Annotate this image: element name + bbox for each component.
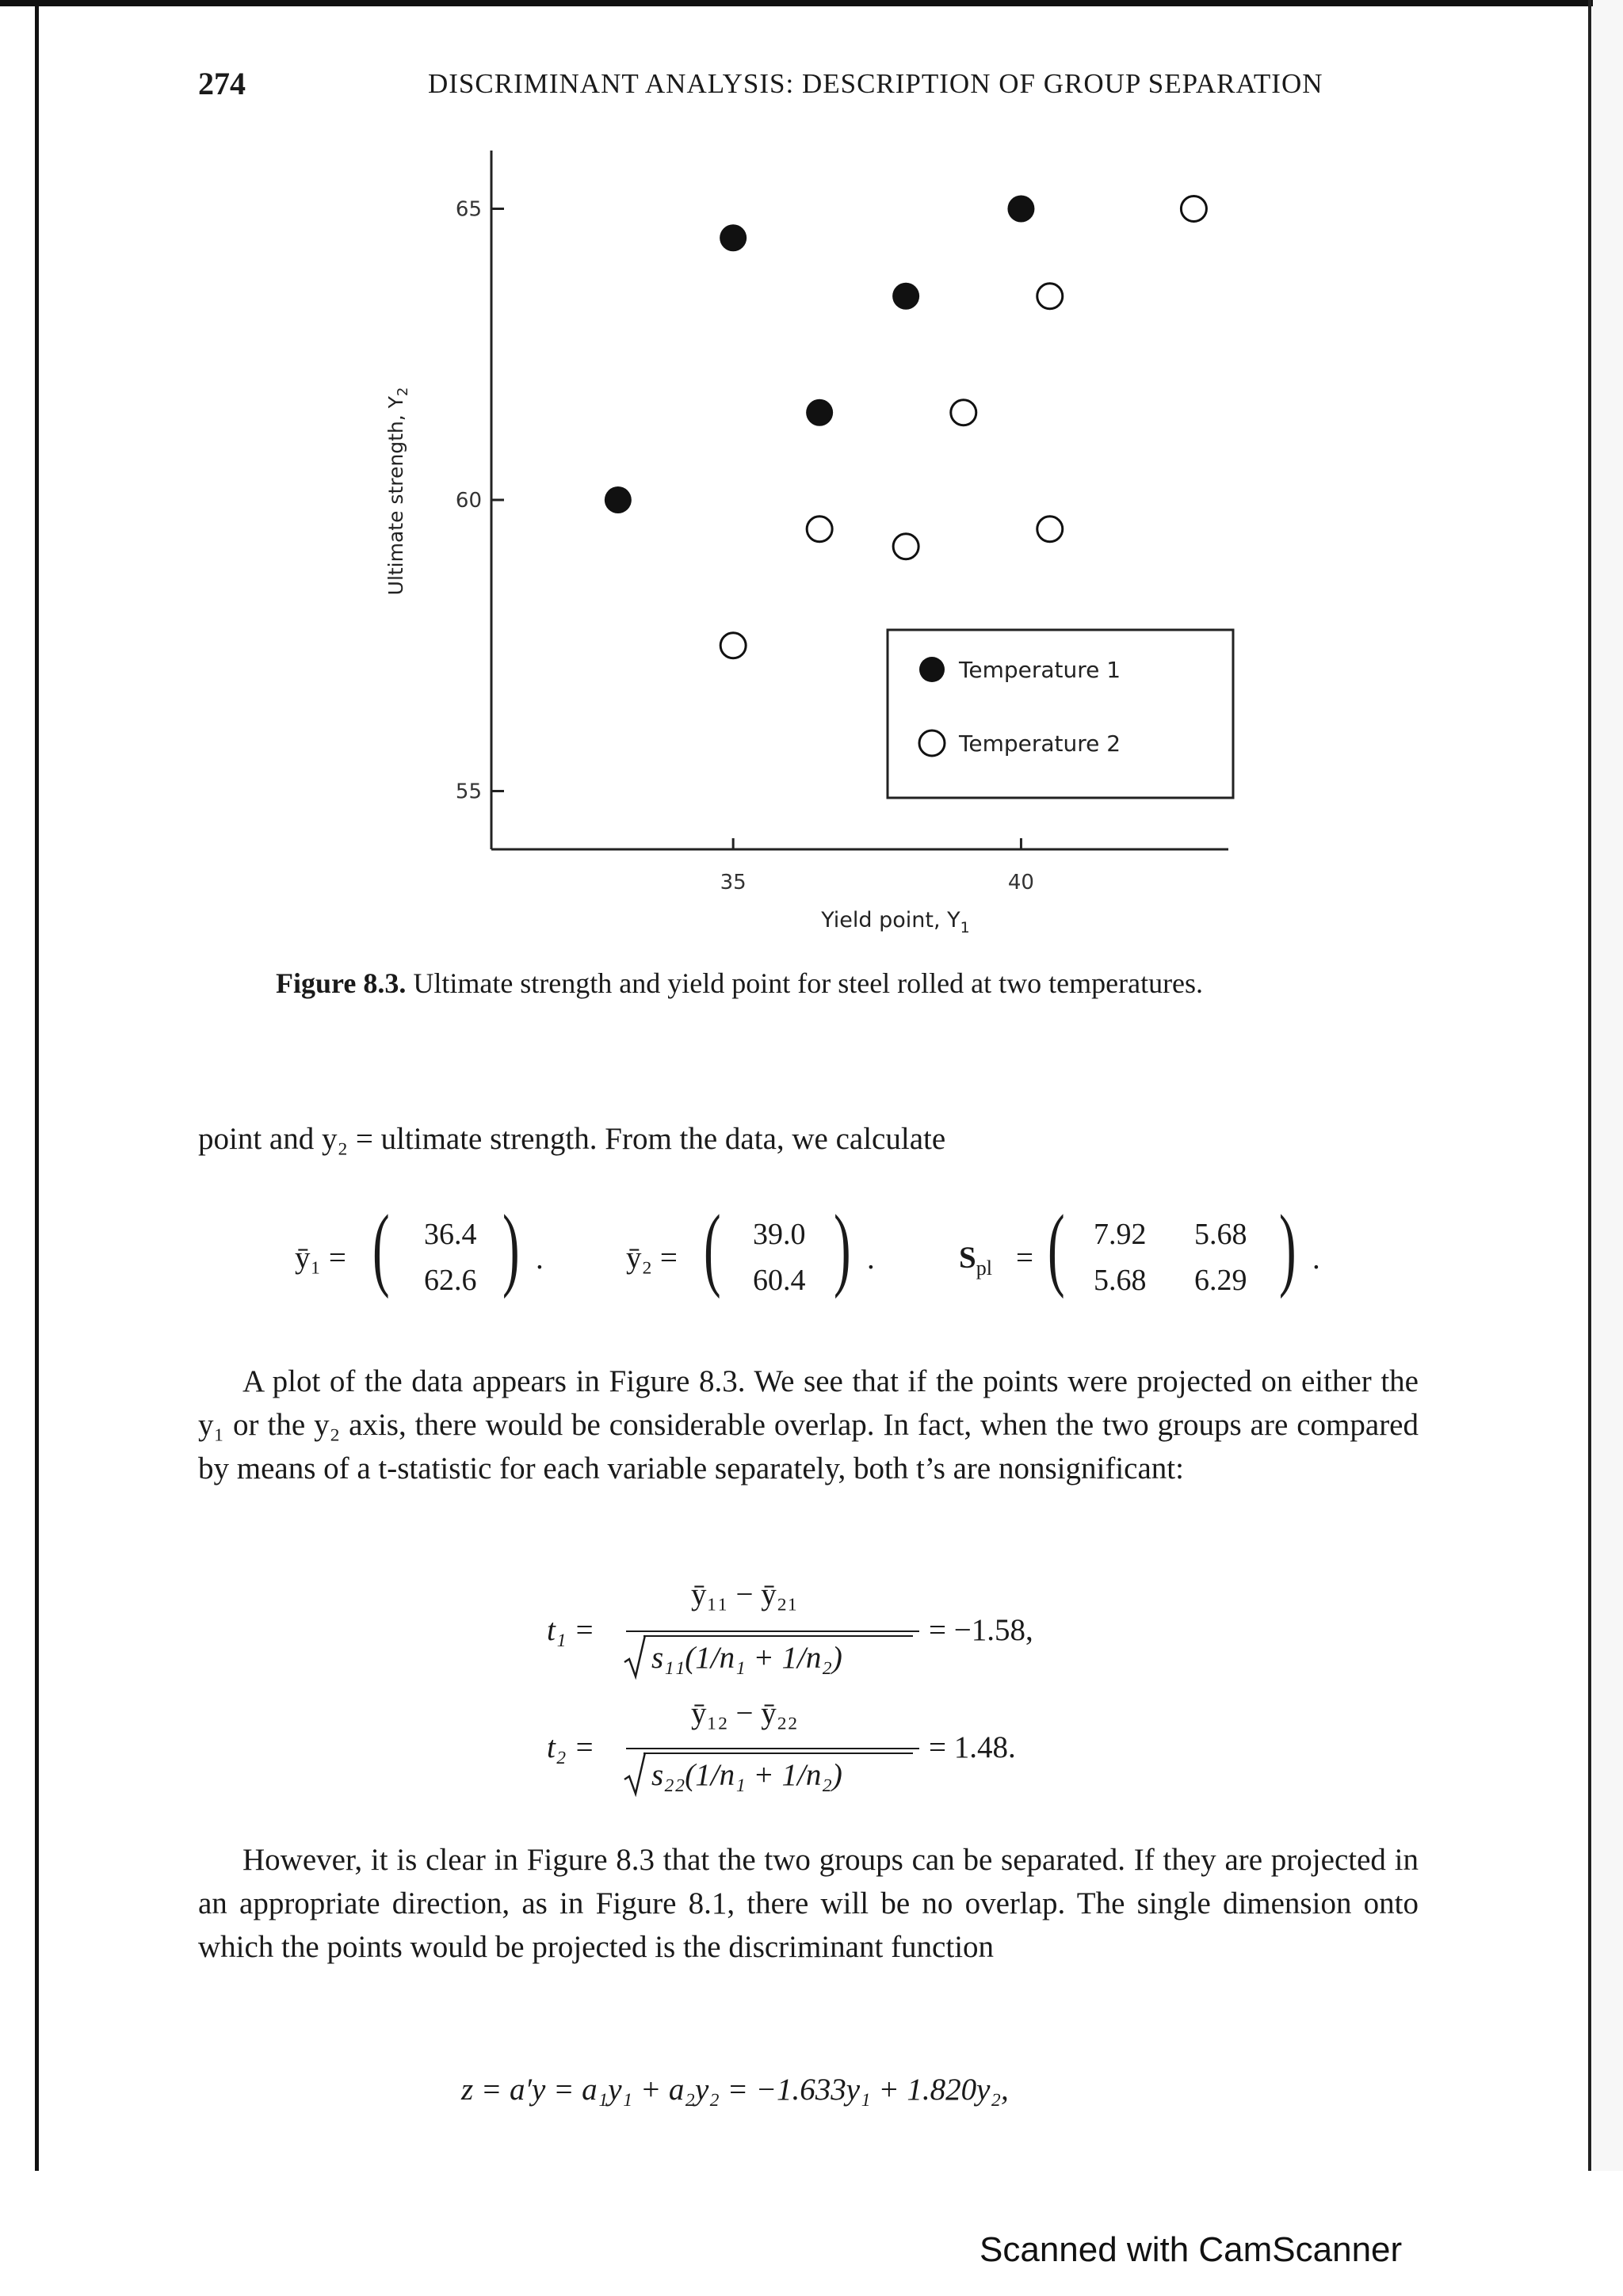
t1-result: = −1.58, <box>929 1613 1033 1647</box>
ybar1-r1: 36.4 <box>424 1218 477 1251</box>
t1-fraction-bar <box>626 1630 919 1632</box>
point-temperature-1 <box>892 283 919 310</box>
spl-subscript: pl <box>976 1256 992 1280</box>
paren-left: ( <box>1048 1196 1065 1299</box>
point-temperature-2 <box>1037 284 1063 309</box>
sep-2: . <box>867 1241 875 1276</box>
figure-caption <box>276 967 1203 1000</box>
spl-22: 6.29 <box>1194 1264 1247 1297</box>
x-axis-label: Yield point, $Y_1$ <box>821 908 970 936</box>
running-title: DISCRIMINANT ANALYSIS: DESCRIPTION OF GROUP SEPARATION <box>428 68 1323 99</box>
chart-axes <box>384 151 1228 936</box>
point-temperature-2 <box>893 534 918 559</box>
spl-label <box>959 1240 992 1280</box>
t2-result: = 1.48. <box>929 1730 1016 1764</box>
point-temperature-1 <box>806 399 833 426</box>
legend-label: Temperature 2 <box>959 730 1121 757</box>
point-temperature-1 <box>605 486 632 513</box>
paren-left: ( <box>704 1196 721 1299</box>
spl-letter: S <box>959 1241 976 1275</box>
ybar1-label: ȳ₁ = <box>295 1241 346 1275</box>
paren-right: ) <box>502 1196 520 1299</box>
sqrt-icon <box>623 1751 647 1797</box>
point-temperature-2 <box>807 517 832 542</box>
caption-label: Figure 8.3. <box>276 967 407 999</box>
point-temperature-2 <box>720 633 746 658</box>
spl-21: 5.68 <box>1094 1264 1147 1297</box>
legend-marker-filled <box>919 657 945 682</box>
spl-equals: = <box>1016 1241 1033 1275</box>
paragraph-plot: A plot of the data appears in Figure 8.3. We see that if the points were projected on either the y₁ or the y₂ axis, there would be considerable overlap. In fact, when the two groups are compared by means of a t-statistic for each variable separately, both t’s are nonsignificant: <box>198 1364 1419 1486</box>
legend-label: Temperature 1 <box>959 657 1121 683</box>
x-tick-label: 35 <box>720 871 747 894</box>
spl-11: 7.92 <box>1094 1218 1147 1251</box>
discriminant-function-equation: z = a′y = a₁y₁ + a₂y₂ = −1.633y₁ + 1.820y₂, <box>461 2073 1009 2107</box>
ybar2-r1: 39.0 <box>753 1218 806 1251</box>
chart-marks <box>605 196 1207 658</box>
t2-lhs: t₂ = <box>547 1730 595 1764</box>
x-tick-label: 40 <box>1007 871 1034 894</box>
y-axis-label: Ultimate strength, $Y_2$ <box>384 387 411 596</box>
sqrt-icon <box>623 1634 647 1680</box>
point-temperature-2 <box>1037 517 1063 542</box>
legend-box <box>888 630 1233 798</box>
y-tick-label: 55 <box>455 780 482 804</box>
t2-fraction-bar <box>626 1748 919 1749</box>
paren-right: ) <box>834 1196 851 1299</box>
paragraph-intro: point and y₂ = ultimate strength. From the data, we calculate <box>198 1122 946 1156</box>
camscanner-watermark: Scanned with CamScanner <box>980 2230 1403 2269</box>
t1-denominator: s₁₁(1/n₁ + 1/n₂) <box>651 1641 842 1675</box>
t1-radical-bar <box>643 1635 913 1637</box>
ybar2-label: ȳ₂ = <box>626 1241 678 1275</box>
chart-legend <box>888 630 1233 798</box>
t1-numerator: ȳ₁₁ − ȳ₂₁ <box>691 1577 798 1611</box>
scatter-chart <box>0 0 1623 951</box>
caption-text: Ultimate strength and yield point for steel rolled at two temperatures. <box>413 967 1204 999</box>
sep-3: . <box>1312 1241 1320 1276</box>
point-temperature-2 <box>1181 196 1206 222</box>
paren-left: ( <box>372 1196 390 1299</box>
paren-right: ) <box>1279 1196 1296 1299</box>
ybar2-r2: 60.4 <box>753 1264 806 1297</box>
legend-marker-open <box>919 730 945 756</box>
t1-lhs: t₁ = <box>547 1613 595 1647</box>
paragraph-separation: However, it is clear in Figure 8.3 that the two groups can be separated. If they are projected in an appropriate direction, as in Figure 8.1, there will be no overlap. The single dimension onto which the points would be projected is the discriminant function <box>198 1843 1419 1964</box>
t2-numerator: ȳ₁₂ − ȳ₂₂ <box>691 1696 798 1730</box>
point-temperature-2 <box>951 400 976 425</box>
sep-1: . <box>536 1241 544 1276</box>
t2-denominator: s₂₂(1/n₁ + 1/n₂) <box>651 1758 842 1792</box>
spl-12: 5.68 <box>1194 1218 1247 1251</box>
point-temperature-1 <box>1007 196 1034 223</box>
y-tick-label: 65 <box>455 197 482 222</box>
t2-radical-bar <box>643 1753 913 1754</box>
point-temperature-1 <box>720 224 747 251</box>
ybar1-r2: 62.6 <box>424 1264 477 1297</box>
y-tick-label: 60 <box>455 489 482 513</box>
page-number: 274 <box>198 66 246 101</box>
